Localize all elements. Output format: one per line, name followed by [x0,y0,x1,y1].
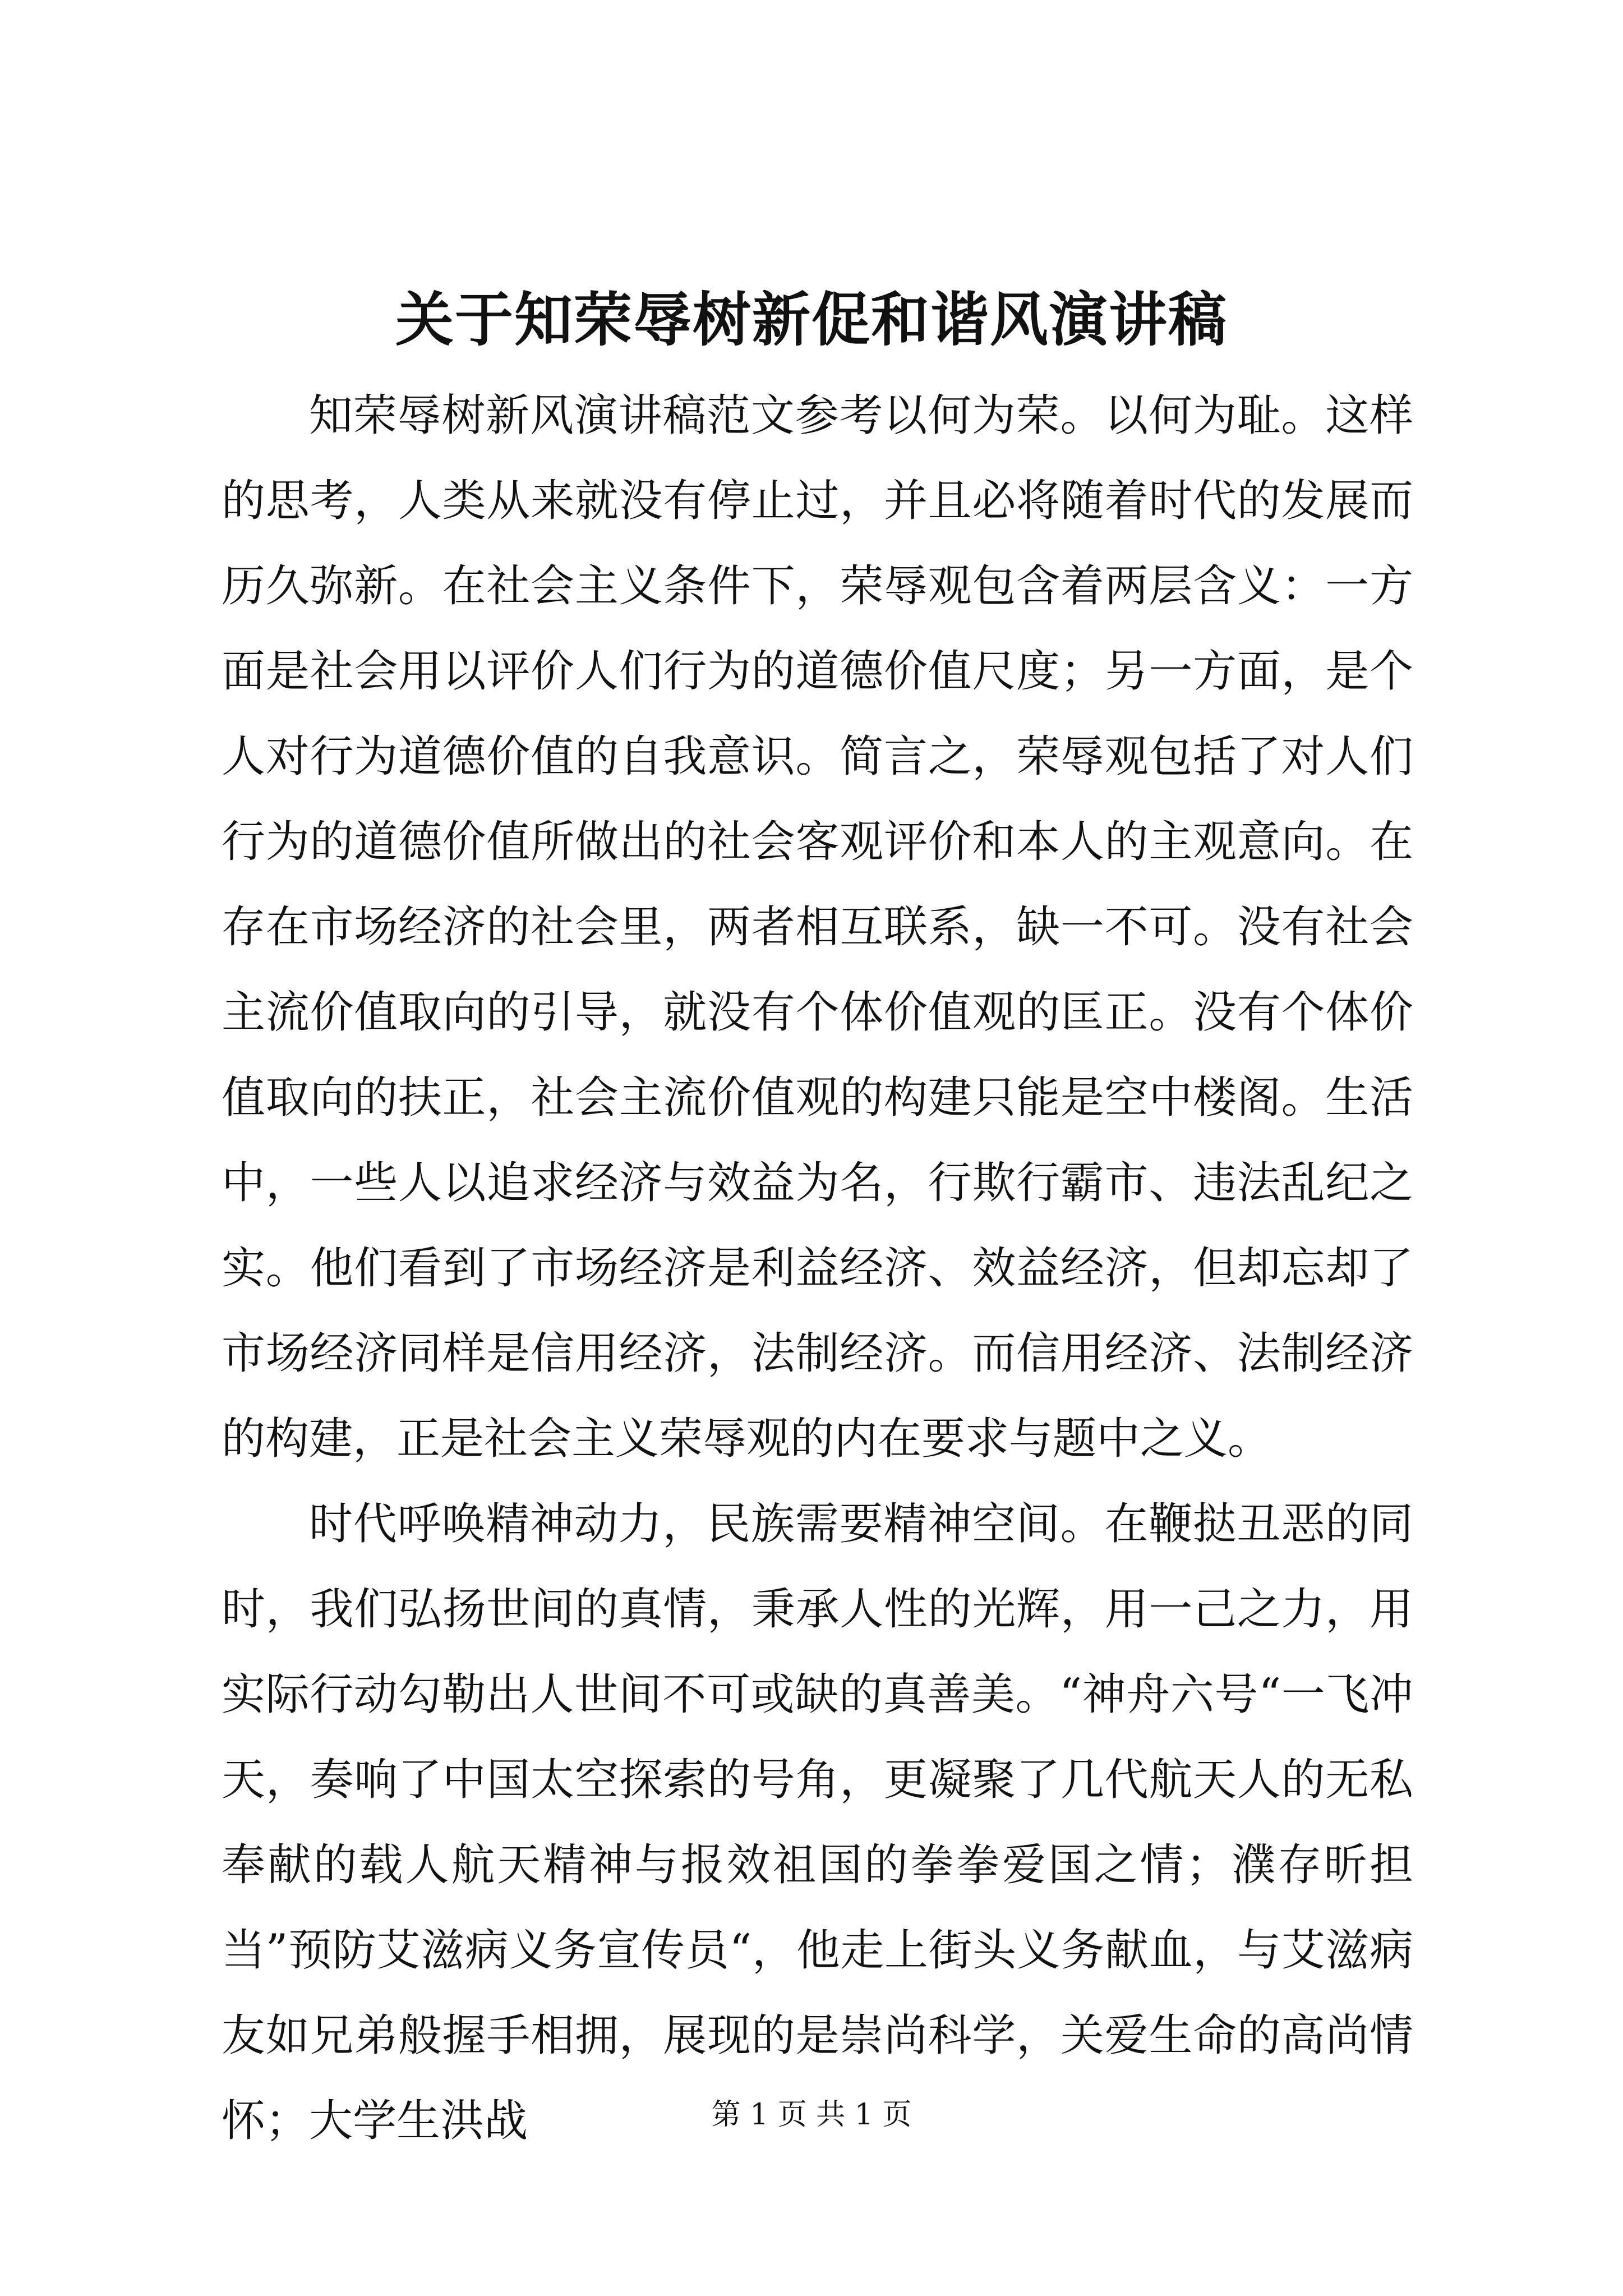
page-footer: 第 1 页 共 1 页 [711,2098,912,2132]
paragraph-1: 知荣辱树新风演讲稿范文参考以何为荣。以何为耻。这样的思考，人类从来就没有停止过，并且必将随着时代的发展而历久弥新。在社会主义条件下，荣辱观包含着两层含义：一方面是社会用以评价人们行为的道德价值尺度；另一方面，是个人对行为道德价值的自我意识。简言之，荣辱观包括了对人们行为的道德价值所做出的社会客观评价和本人的主观意向。在存在市场经济的社会里，两者相互联系，缺一不可。没有社会主流价值取向的引导，就没有个体价值观的匡正。没有个体价值取向的扶正，社会主流价值观的构建只能是空中楼阁。生活中，一些人以追求经济与效益为名，行欺行霸市、违法乱纪之实。他们看到了市场经济是利益经济、效益经济，但却忘却了市场经济同样是信用经济，法制经济。而信用经济、法制经济的构建，正是社会主义荣辱观的内在要求与题中之义。 [222,390,1413,1464]
document-title: 关于知荣辱树新促和谐风演讲稿 [395,285,1228,354]
paragraph-2: 时代呼唤精神动力，民族需要精神空间。在鞭挞丑恶的同时，我们弘扬世间的真情，秉承人性的光辉，用一己之力，用实际行动勾勒出人世间不可或缺的真善美。“神舟六号“一飞冲天，奏响了中国太空探索的号角，更凝聚了几代航天人的无私奉献的载人航天精神与报效祖国的拳拳爱国之情；濮存昕担当”预防艾滋病义务宣传员“，他走上街头义务献血，与艾滋病友如兄弟般握手相拥，展现的是崇尚科学，关爱生命的高尚情怀；大学生洪战 [222,1499,1413,2146]
document-body [222,373,1413,2164]
